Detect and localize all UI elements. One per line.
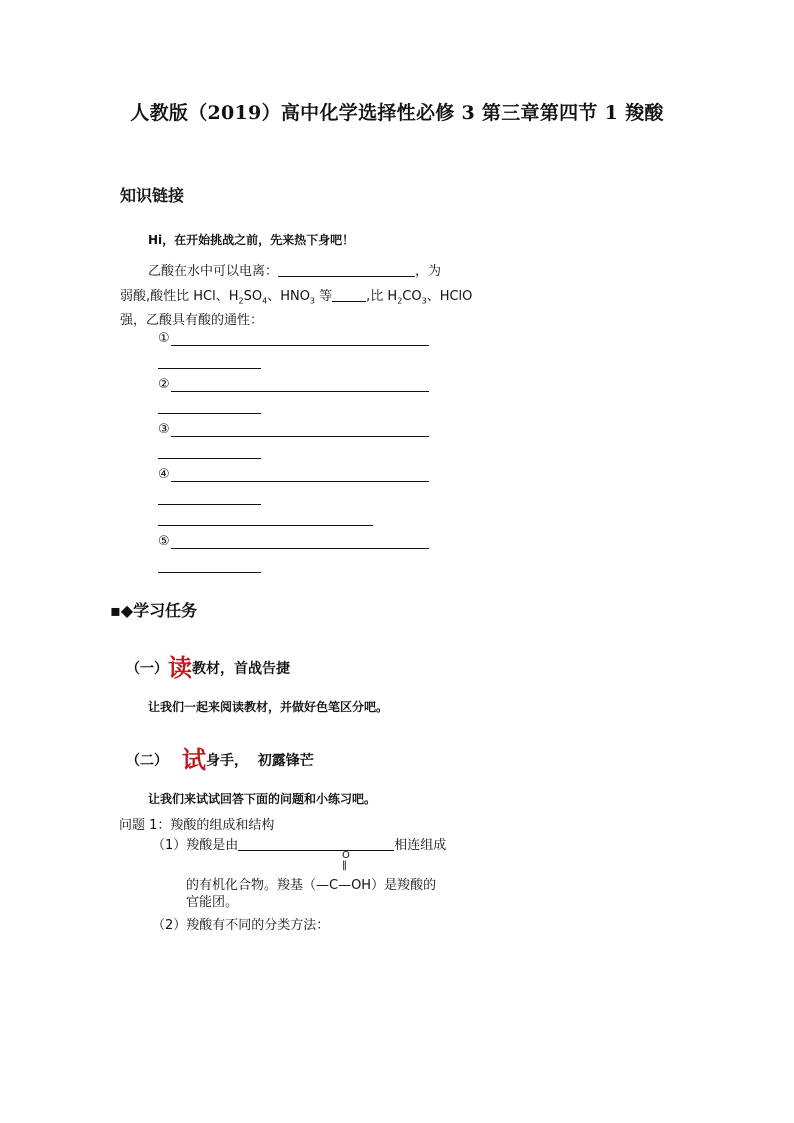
item-marker-5: ⑤ [158,534,170,549]
acidity-text-a: 弱酸,酸性比 HCl、H [120,289,239,304]
ionization-blank[interactable] [278,262,415,277]
acidity-text-g: 等 [315,289,333,304]
ionization-line [148,259,441,285]
section-heading-knowledge-link: 知识链接 [120,186,185,205]
acidity-blank[interactable] [332,287,366,302]
question-1-part-1-blank[interactable] [238,836,394,851]
task-part-2-title: 身手， 初露锋芒 [206,753,314,769]
answer-line-2b[interactable] [158,413,261,414]
answer-line-4c[interactable] [158,525,373,526]
answer-line-2a[interactable] [171,391,429,392]
acidity-text-l: 、HClO [426,289,473,304]
ionization-suffix: ，为 [415,264,442,279]
acidity-text-h: ,比 H [366,289,398,304]
acidity-sub-b: 2 [238,296,244,306]
question-1-part-1-prefix: （1）羧酸是由 [152,838,239,853]
diamond-bullet-icon: ▪◆ [110,601,134,620]
task-part-1-number: （一） [126,661,168,677]
question-1-title: 问题 1：羧酸的组成和结构 [119,818,275,833]
item-marker-4: ④ [158,467,170,482]
question-1-part-1-continuation: 的有机化合物。羧基（—C—OH）是羧酸的 [186,878,437,893]
ionization-prefix: 乙酸在水中可以电离： [148,264,279,279]
task-part-2-number: （二） [126,753,168,769]
answer-line-4a[interactable] [171,481,429,482]
acidity-text-c: SO [243,289,263,304]
carbonyl-double-bond: ‖ [342,860,347,871]
question-1-part-1-line [152,834,446,853]
task-part-1-keyword: 读 [168,654,192,682]
page-title: 人教版（2019）高中化学选择性必修 3 第三章第四节 1 羧酸 [130,102,664,124]
acidity-sub-f: 3 [309,296,316,306]
question-1-part-2-line: （2）羧酸有不同的分类方法： [152,918,330,933]
question-1-part-1-end: 官能团。 [186,895,239,910]
item-marker-3: ③ [158,422,170,437]
item-marker-1: ① [158,331,170,346]
acidity-sub-i: 2 [397,296,403,306]
acid-properties-line: 强，乙酸具有酸的通性： [120,313,264,328]
acidity-sub-d: 4 [262,296,268,306]
task-part-1-description: 让我们一起来阅读教材，并做好色笔区分吧。 [148,700,389,714]
answer-line-1b[interactable] [158,368,261,369]
acidity-text-e: 、HNO [267,289,310,304]
acidity-text-j: CO [402,289,422,304]
task-part-1-heading [126,648,290,683]
task-part-2-keyword: 试 [182,746,206,774]
task-part-2-description: 让我们来试试回答下面的问题和小练习吧。 [148,792,377,806]
carbonyl-oxygen-label: O [342,850,350,861]
answer-line-5b[interactable] [158,572,261,573]
item-marker-2: ② [158,377,170,392]
answer-line-4b[interactable] [158,504,261,505]
task-part-1-title: 教材，首战告捷 [192,661,290,677]
task-part-2-heading [126,740,314,775]
answer-line-5a[interactable] [171,548,429,549]
answer-line-3a[interactable] [171,436,429,437]
question-1-part-1-suffix: 相连组成 [394,838,447,853]
learning-tasks-title: 学习任务 [133,601,198,620]
answer-line-1a[interactable] [171,345,429,346]
section-heading-learning-tasks [110,598,197,621]
acidity-sub-k: 3 [421,296,427,306]
answer-line-3b[interactable] [158,458,261,459]
greeting-text: Hi，在开始挑战之前，先来热下身吧！ [148,233,355,247]
